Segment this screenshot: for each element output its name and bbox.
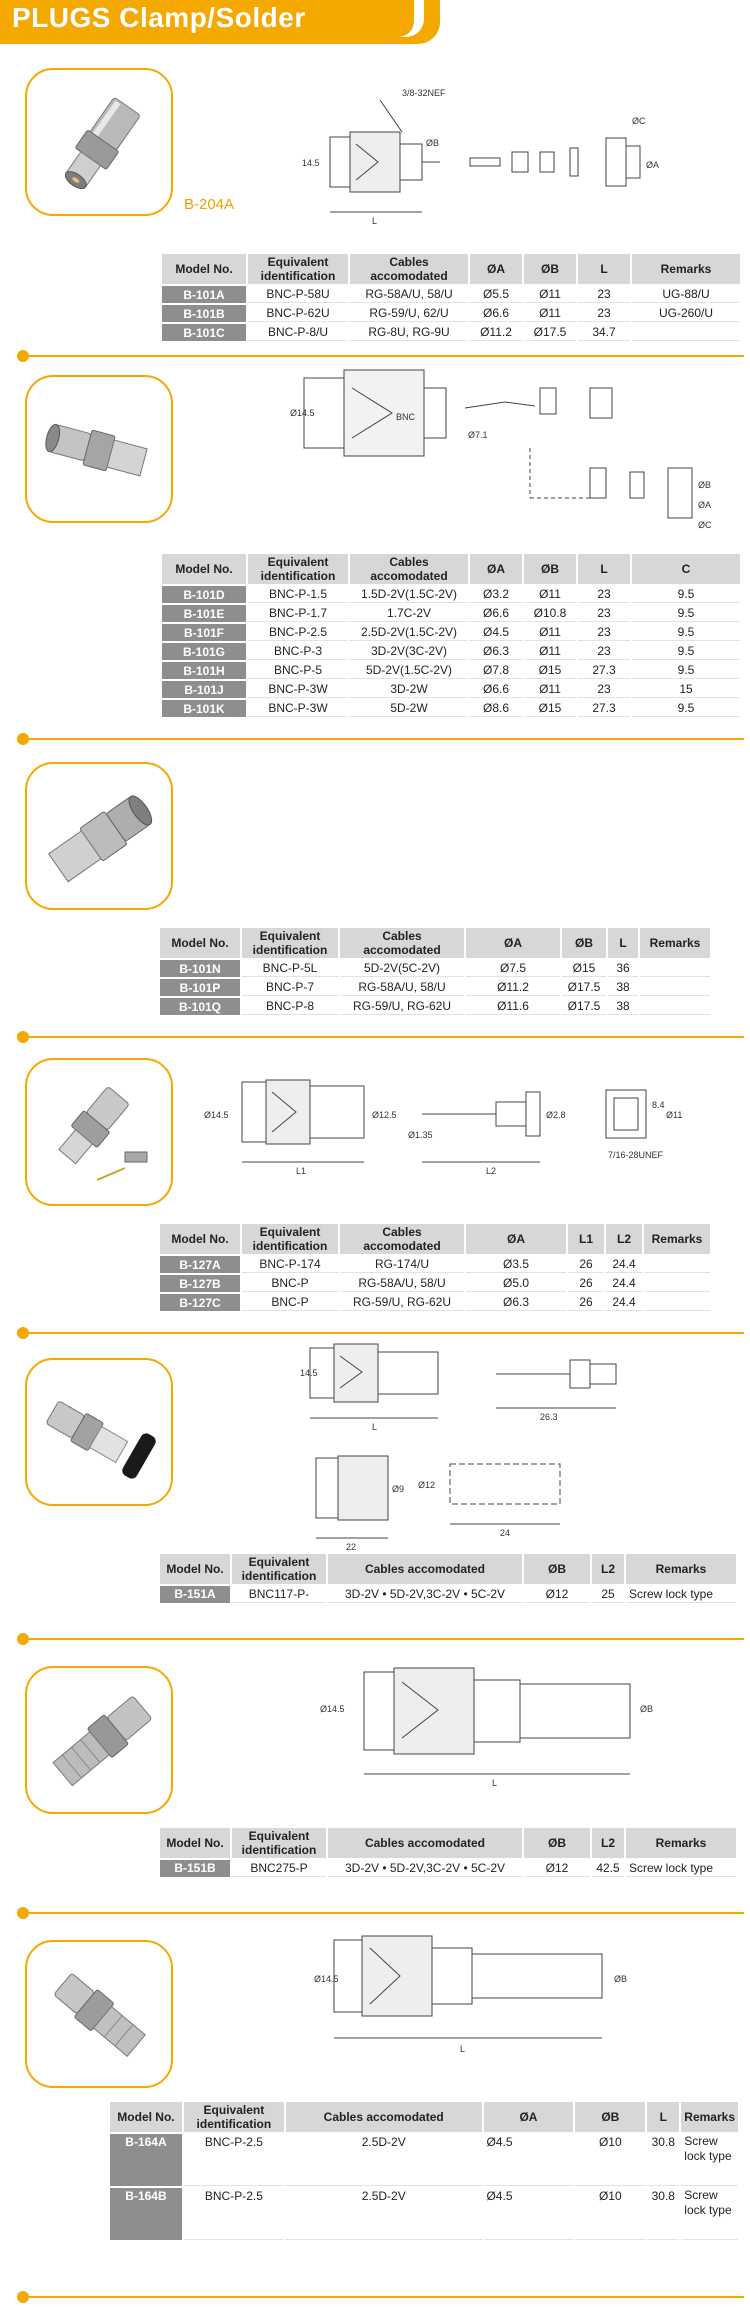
table-header-row — [162, 254, 740, 284]
column-header: ØB — [562, 928, 606, 958]
table-cell: Ø6.3 — [466, 1294, 566, 1311]
table-row — [162, 662, 740, 679]
bnc-plug-parts-photo — [27, 1060, 173, 1206]
section-divider — [22, 1638, 744, 1640]
column-header: Model No. — [160, 1224, 240, 1254]
bnc-plug-photo — [27, 1668, 173, 1814]
table-header-row — [160, 928, 710, 958]
column-header: Equivalent identification — [248, 554, 348, 584]
diameter-c-label: ØC — [632, 116, 646, 126]
table-cell: 9.5 — [632, 700, 740, 717]
table-cell: 1.7C-2V — [350, 605, 468, 622]
table-cell: Ø11.2 — [466, 979, 560, 996]
length-label: L — [372, 1422, 378, 1432]
body-diameter-label: Ø12.5 — [372, 1110, 397, 1120]
column-header: Cables accomodated — [340, 928, 464, 958]
model-cell: B-164B — [110, 2188, 182, 2240]
diameter-b-label: ØB — [640, 1704, 654, 1714]
table-cell: 3D-2V • 5D-2V,3C-2V • 5C-2V — [328, 1586, 522, 1603]
table-cell: BNC-P-2.5 — [184, 2134, 284, 2186]
model-cell: B-101H — [162, 662, 246, 679]
section-divider — [22, 1036, 744, 1038]
table-row — [162, 624, 740, 641]
table-cell: Ø5.0 — [466, 1275, 566, 1292]
column-header: Model No. — [160, 928, 240, 958]
table-cell: 26 — [568, 1294, 604, 1311]
diameter-label: Ø11 — [666, 1110, 683, 1120]
column-header: C — [632, 554, 740, 584]
column-header: L — [578, 554, 630, 584]
table-cell: Ø12 — [524, 1860, 590, 1877]
technical-drawing — [310, 1650, 730, 1800]
table-cell: BNC-P-58U — [248, 286, 348, 303]
column-header: ØB — [524, 554, 576, 584]
model-cell: B-127A — [160, 1256, 240, 1273]
length-label: L — [492, 1778, 498, 1788]
column-header: L2 — [592, 1828, 624, 1858]
table-cell — [640, 998, 710, 1015]
pin-diameter-label: Ø1.35 — [408, 1130, 433, 1140]
model-cell: B-101J — [162, 681, 246, 698]
table-row — [162, 286, 740, 303]
table-cell: BNC-P-2.5 — [248, 624, 348, 641]
table-row — [162, 643, 740, 660]
table-cell: 23 — [578, 643, 630, 660]
table-cell: Ø11 — [524, 586, 576, 603]
table-cell: Ø4.5 — [484, 2188, 574, 2240]
column-header: Cables accomodated — [328, 1554, 522, 1584]
table-cell: BNC-P-5 — [248, 662, 348, 679]
column-header: L — [608, 928, 638, 958]
table-row — [160, 1275, 710, 1292]
length-label: 24 — [500, 1528, 511, 1538]
bnc-plug-photo — [27, 377, 173, 523]
table-cell: Screw lock type — [681, 2188, 738, 2240]
table-cell: 2.5D-2V — [286, 2188, 482, 2240]
table-header-row — [110, 2102, 738, 2132]
spec-table — [160, 252, 742, 343]
bnc-plug-photo — [27, 764, 173, 910]
diameter-label: Ø14.5 — [314, 1974, 339, 1984]
product-photo-frame — [25, 1666, 173, 1814]
table-cell: Ø11.6 — [466, 998, 560, 1015]
section-divider — [22, 355, 744, 357]
spec-table — [158, 1552, 738, 1605]
column-header: Equivalent identification — [232, 1828, 326, 1858]
table-cell: BNC117-P- — [232, 1586, 326, 1603]
table-cell: Screw lock type — [626, 1586, 736, 1603]
table-row — [160, 1586, 736, 1603]
table-cell: Ø3.5 — [466, 1256, 566, 1273]
table-cell — [644, 1294, 710, 1311]
table-cell: Screw lock type — [681, 2134, 738, 2186]
length-label: L — [372, 216, 378, 226]
diameter-b-label: ØB — [614, 1974, 628, 1984]
table-cell: 15 — [632, 681, 740, 698]
product-photo-frame — [25, 1058, 173, 1206]
table-cell: Ø7.8 — [470, 662, 522, 679]
column-header: Remarks — [644, 1224, 710, 1254]
column-header: ØB — [575, 2102, 645, 2132]
table-cell: 30.8 — [647, 2134, 679, 2186]
table-cell: 23 — [578, 586, 630, 603]
table-cell: Ø10 — [575, 2134, 645, 2186]
table-cell: RG-58A/U, 58/U — [340, 979, 464, 996]
table-cell — [632, 324, 740, 341]
spec-table — [108, 2100, 740, 2242]
column-header: Model No. — [162, 554, 246, 584]
technical-drawing — [310, 1920, 730, 2070]
column-header: Equivalent identification — [242, 1224, 338, 1254]
table-cell: BNC-P-7 — [242, 979, 338, 996]
pin-diameter-label: Ø7.1 — [468, 430, 488, 440]
table-cell: BNC-P-5L — [242, 960, 338, 977]
table-row — [162, 700, 740, 717]
diameter-b-label: ØB — [698, 480, 712, 490]
table-row — [162, 324, 740, 341]
table-cell: 9.5 — [632, 586, 740, 603]
column-header: Cables accomodated — [340, 1224, 464, 1254]
diameter-label: Ø9 — [392, 1484, 405, 1494]
column-header: ØA — [470, 554, 522, 584]
table-cell: Ø4.5 — [470, 624, 522, 641]
column-header: Equivalent identification — [242, 928, 338, 958]
table-cell: Ø11 — [524, 681, 576, 698]
table-row — [110, 2134, 738, 2186]
table-header-row — [162, 554, 740, 584]
model-cell: B-101P — [160, 979, 240, 996]
table-cell: Ø7.5 — [466, 960, 560, 977]
diameter-a-label: ØA — [698, 500, 712, 510]
table-cell: BNC-P-2.5 — [184, 2188, 284, 2240]
column-header: Remarks — [632, 254, 740, 284]
table-cell: BNC-P-1.7 — [248, 605, 348, 622]
bnc-label: BNC — [396, 412, 416, 422]
table-cell: 9.5 — [632, 624, 740, 641]
table-cell: 36 — [608, 960, 638, 977]
product-photo-frame — [25, 68, 173, 216]
column-header: L2 — [592, 1554, 624, 1584]
model-cell: B-101A — [162, 286, 246, 303]
diameter-label: Ø14.5 — [204, 1110, 229, 1120]
column-header: Cables accomodated — [328, 1828, 522, 1858]
table-cell: 38 — [608, 979, 638, 996]
model-cell: B-101B — [162, 305, 246, 322]
table-cell: Ø11 — [524, 305, 576, 322]
column-header: Model No. — [160, 1554, 230, 1584]
length-l2-label: L2 — [486, 1166, 497, 1176]
table-cell: Screw lock type — [626, 1860, 736, 1877]
table-cell: BNC275-P — [232, 1860, 326, 1877]
column-header: L1 — [568, 1224, 604, 1254]
table-cell: 26 — [568, 1275, 604, 1292]
table-row — [162, 305, 740, 322]
spec-table — [158, 1222, 712, 1313]
length-l1-label: L1 — [296, 1166, 307, 1176]
table-cell — [640, 979, 710, 996]
table-cell: 5D-2V(5C-2V) — [340, 960, 464, 977]
table-row — [160, 960, 710, 977]
column-header: Remarks — [626, 1554, 736, 1584]
diameter-label: 14.5 — [300, 1368, 318, 1378]
table-cell — [644, 1275, 710, 1292]
table-row — [162, 605, 740, 622]
table-cell: Ø6.6 — [470, 681, 522, 698]
table-cell: 3D-2V • 5D-2V,3C-2V • 5C-2V — [328, 1860, 522, 1877]
table-cell: BNC-P-174 — [242, 1256, 338, 1273]
diameter-b-label: ØB — [426, 138, 440, 148]
table-cell: Ø12 — [524, 1586, 590, 1603]
table-cell: 24.4 — [606, 1275, 642, 1292]
column-header: Equivalent identification — [184, 2102, 284, 2132]
model-cell: B-101Q — [160, 998, 240, 1015]
model-cell: B-127B — [160, 1275, 240, 1292]
section-divider — [22, 1912, 744, 1914]
table-cell: BNC-P — [242, 1294, 338, 1311]
table-cell: 3D-2V(3C-2V) — [350, 643, 468, 660]
table-cell: BNC-P-8 — [242, 998, 338, 1015]
table-cell: RG-59/U, 62/U — [350, 305, 468, 322]
table-row — [160, 998, 710, 1015]
thread-spec-label: 3/8-32NEF — [402, 88, 446, 98]
table-cell: RG-58A/U, 58/U — [340, 1275, 464, 1292]
table-cell: 23 — [578, 624, 630, 641]
column-header: Cables accomodated — [286, 2102, 482, 2132]
length-label: L — [460, 2044, 466, 2054]
table-cell: BNC-P-3 — [248, 643, 348, 660]
bnc-plug-photo — [27, 1942, 173, 2088]
column-header: Remarks — [640, 928, 710, 958]
table-cell: Ø11 — [524, 624, 576, 641]
model-cell: B-101K — [162, 700, 246, 717]
table-cell: 23 — [578, 605, 630, 622]
model-cell: B-127C — [160, 1294, 240, 1311]
spec-table — [158, 926, 712, 1017]
table-header-row — [160, 1828, 736, 1858]
table-cell: 9.5 — [632, 643, 740, 660]
table-cell: 1.5D-2V(1.5C-2V) — [350, 586, 468, 603]
diameter-label: Ø14.5 — [320, 1704, 345, 1714]
column-header: L2 — [606, 1224, 642, 1254]
table-cell: 26 — [568, 1256, 604, 1273]
section-divider — [22, 1332, 744, 1334]
diameter-label: Ø2.8 — [546, 1110, 566, 1120]
model-cell: B-151B — [160, 1860, 230, 1877]
product-photo-frame — [25, 1940, 173, 2088]
product-photo-frame — [25, 762, 173, 910]
table-cell: RG-174/U — [340, 1256, 464, 1273]
table-cell — [640, 960, 710, 977]
spec-table — [158, 1826, 738, 1879]
table-cell: RG-58A/U, 58/U — [350, 286, 468, 303]
table-cell: BNC-P-62U — [248, 305, 348, 322]
table-cell: Ø6.6 — [470, 305, 522, 322]
table-cell: 5D-2V(1.5C-2V) — [350, 662, 468, 679]
table-row — [162, 681, 740, 698]
table-cell: Ø10.8 — [524, 605, 576, 622]
table-cell: Ø15 — [524, 662, 576, 679]
product-photo-frame — [25, 375, 173, 523]
thread-spec-label: 7/16-28UNEF — [608, 1150, 664, 1160]
diameter-label: 14.5 — [302, 158, 320, 168]
table-cell: Ø3.2 — [470, 586, 522, 603]
table-cell: 23 — [578, 305, 630, 322]
table-cell: 24.4 — [606, 1256, 642, 1273]
table-cell: BNC-P-8/U — [248, 324, 348, 341]
table-cell: 9.5 — [632, 605, 740, 622]
section-divider — [22, 2296, 744, 2298]
table-cell: 9.5 — [632, 662, 740, 679]
table-cell: 25 — [592, 1586, 624, 1603]
table-cell: 3D-2W — [350, 681, 468, 698]
technical-drawing — [290, 358, 730, 538]
table-cell: RG-59/U, RG-62U — [340, 1294, 464, 1311]
table-cell: Ø17.5 — [562, 998, 606, 1015]
column-header: ØB — [524, 1554, 590, 1584]
column-header: Remarks — [681, 2102, 738, 2132]
table-cell: BNC-P-3W — [248, 681, 348, 698]
table-cell: 24.4 — [606, 1294, 642, 1311]
table-cell: BNC-P-1.5 — [248, 586, 348, 603]
table-cell: 2.5D-2V(1.5C-2V) — [350, 624, 468, 641]
column-header: ØA — [466, 928, 560, 958]
table-cell: BNC-P-3W — [248, 700, 348, 717]
table-cell: Ø15 — [562, 960, 606, 977]
table-row — [160, 1294, 710, 1311]
table-cell: Ø17.5 — [562, 979, 606, 996]
table-cell: Ø11 — [524, 643, 576, 660]
model-cell: B-101C — [162, 324, 246, 341]
column-header: L — [578, 254, 630, 284]
model-cell: B-164A — [110, 2134, 182, 2186]
table-cell: Ø8.6 — [470, 700, 522, 717]
model-cell: B-101E — [162, 605, 246, 622]
table-cell: 38 — [608, 998, 638, 1015]
table-cell: 2.5D-2V — [286, 2134, 482, 2186]
column-header: ØA — [470, 254, 522, 284]
table-cell: 27.3 — [578, 662, 630, 679]
table-cell: 42.5 — [592, 1860, 624, 1877]
bnc-plug-boot-photo — [27, 1360, 173, 1506]
length-label: 22 — [346, 1542, 357, 1552]
table-cell: 23 — [578, 286, 630, 303]
table-cell: 34.7 — [578, 324, 630, 341]
product-photo-frame — [25, 1358, 173, 1506]
table-cell: Ø6.6 — [470, 605, 522, 622]
diameter-label: Ø12 — [418, 1480, 436, 1490]
bnc-plug-photo — [27, 70, 173, 216]
table-row — [162, 586, 740, 603]
column-header: Cables accomodated — [350, 254, 468, 284]
model-cell: B-101N — [160, 960, 240, 977]
table-row — [160, 1860, 736, 1877]
column-header: Model No. — [110, 2102, 182, 2132]
dimension-label: 8.4 — [652, 1100, 665, 1110]
model-code-label: B-204A — [184, 196, 235, 213]
table-cell: Ø6.3 — [470, 643, 522, 660]
table-cell: BNC-P — [242, 1275, 338, 1292]
length-label: 26.3 — [540, 1412, 558, 1422]
technical-drawing — [196, 1062, 726, 1242]
model-cell: B-101F — [162, 624, 246, 641]
table-cell: Ø11.2 — [470, 324, 522, 341]
table-cell: 30.8 — [647, 2188, 679, 2240]
model-cell: B-101D — [162, 586, 246, 603]
column-header: Equivalent identification — [248, 254, 348, 284]
table-cell: 27.3 — [578, 700, 630, 717]
table-row — [110, 2188, 738, 2240]
column-header: Remarks — [626, 1828, 736, 1858]
table-cell: 23 — [578, 681, 630, 698]
table-row — [160, 1256, 710, 1273]
column-header: ØA — [484, 2102, 574, 2132]
model-cell: B-151A — [160, 1586, 230, 1603]
table-cell: UG-88/U — [632, 286, 740, 303]
table-cell: Ø5.5 — [470, 286, 522, 303]
table-cell — [644, 1256, 710, 1273]
table-cell: RG-59/U, RG-62U — [340, 998, 464, 1015]
table-cell: Ø17.5 — [524, 324, 576, 341]
section-divider — [22, 738, 744, 740]
table-row — [160, 979, 710, 996]
spec-table — [160, 552, 742, 719]
diameter-a-label: ØA — [646, 160, 660, 170]
table-cell: Ø15 — [524, 700, 576, 717]
table-header-row — [160, 1554, 736, 1584]
technical-drawing — [300, 1338, 730, 1560]
table-cell: Ø10 — [575, 2188, 645, 2240]
page-title: PLUGS Clamp/Solder — [12, 2, 306, 33]
column-header: Model No. — [162, 254, 246, 284]
column-header: Equivalent identification — [232, 1554, 326, 1584]
column-header: ØA — [466, 1224, 566, 1254]
table-header-row — [160, 1224, 710, 1254]
column-header: Model No. — [160, 1828, 230, 1858]
table-cell: RG-8U, RG-9U — [350, 324, 468, 341]
table-cell: Ø4.5 — [484, 2134, 574, 2186]
column-header: ØB — [524, 1828, 590, 1858]
table-cell: 5D-2W — [350, 700, 468, 717]
diameter-c-label: ØC — [698, 520, 712, 530]
column-header: ØB — [524, 254, 576, 284]
table-cell: UG-260/U — [632, 305, 740, 322]
column-header: L — [647, 2102, 679, 2132]
column-header: Cables accomodated — [350, 554, 468, 584]
diameter-label: Ø14.5 — [290, 408, 315, 418]
technical-drawing — [290, 82, 730, 232]
model-cell: B-101G — [162, 643, 246, 660]
table-cell: Ø11 — [524, 286, 576, 303]
